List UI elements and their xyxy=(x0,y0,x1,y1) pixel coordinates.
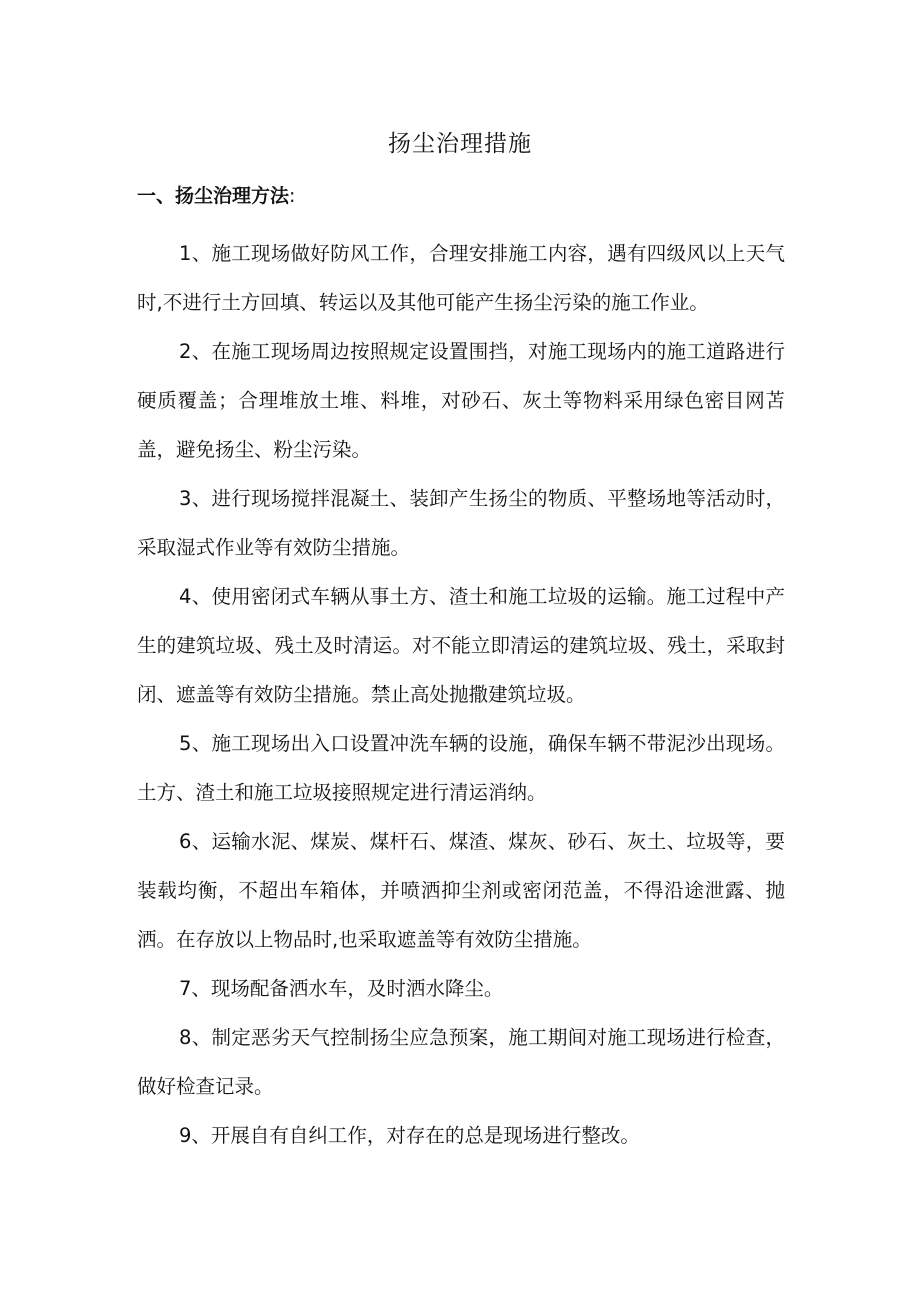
measure-item-9: 9、开展自有自纠工作，对存在的总是现场进行整改。 xyxy=(179,1124,640,1147)
section-heading xyxy=(137,181,295,211)
section-heading-colon: : xyxy=(289,185,296,207)
measure-item-3: 3、进行现场搅拌混凝土、装卸产生扬尘的物质、平整场地等活动时，采取湿式作业等有效防尘措施。 xyxy=(137,487,785,559)
measure-item-5: 5、施工现场出入口设置冲洗车辆的设施，确保车辆不带泥沙出现场。土方、渣土和施工垃圾接照规定进行清运消纳。 xyxy=(137,732,785,804)
measure-item-8: 8、制定恶劣天气控制扬尘应急预案，施工期间对施工现场进行检查，做好检查记录。 xyxy=(137,1026,785,1098)
document-body xyxy=(137,229,785,1160)
document-title: 扬尘治理措施 xyxy=(388,131,532,157)
measure-item-1: 1、施工现场做好防风工作，合理安排施工内容，遇有四级风以上天气时,不进行土方回填、转运以及其他可能产生扬尘污染的施工作业。 xyxy=(137,242,785,314)
section-heading-text: 一、扬尘治理方法 xyxy=(137,185,290,207)
measure-item-6: 6、运输水泥、煤炭、煤杆石、煤渣、煤灰、砂石、灰土、垃圾等，要装载均衡，不超出车箱体，并喷洒抑尘剂或密闭范盖，不得沿途泄露、抛洒。在存放以上物品时,也采取遮盖等有效防尘措施。 xyxy=(137,830,785,951)
measure-item-7: 7、现场配备洒水车，及时洒水降尘。 xyxy=(179,977,504,1000)
measure-item-2: 2、在施工现场周边按照规定设置围挡，对施工现场内的施工道路进行硬质覆盖；合理堆放土堆、料堆，对砂石、灰土等物料采用绿色密目网苫盖，避免扬尘、粉尘污染。 xyxy=(137,340,785,461)
measure-item-4: 4、使用密闭式车辆从事土方、渣土和施工垃圾的运输。施工过程中产生的建筑垃圾、残土及时清运。对不能立即清运的建筑垃圾、残土，采取封闭、遮盖等有效防尘措施。禁止高处抛撒建筑垃圾。 xyxy=(137,585,785,706)
